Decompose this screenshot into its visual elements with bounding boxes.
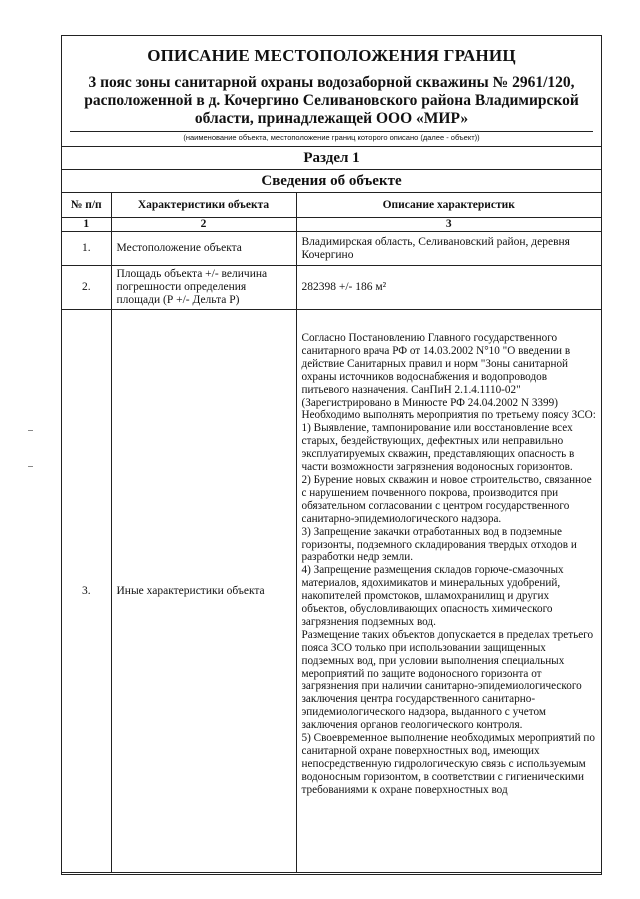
table-row — [62, 232, 601, 266]
row-description: 282398 +/- 186 м² — [296, 266, 601, 310]
column-header-characteristic: Характеристики объекта — [111, 193, 296, 218]
subject-caption: (наименование объекта, местоположение границ которого описано (далее - объект)) — [183, 133, 480, 142]
description-paragraph: 1) Выявление, тампонирование или восстановление всех старых, бездействующих, дефектных или неправильно эксплуатируемых скважин, представляющих опасность в части возможности загрязнения водоносных горизонтов. — [301, 422, 575, 474]
column-index-row — [62, 218, 601, 232]
description-paragraph: 5) Своевременное выполнение необходимых мероприятий по санитарной охране поверхностных вод, имеющих непосредственную гидрологическую связь с используемым водоносным горизонтом, в соответствии с гигиеническими требованиями к охране поверхностных вод — [301, 732, 595, 796]
section-subtitle-row — [62, 170, 601, 193]
description-paragraph: Необходимо выполнять мероприятия по третьему поясу ЗСО: — [301, 409, 596, 422]
description-paragraph: 4) Запрещение размещения складов горюче-смазочных материалов, ядохимикатов и минеральных удобрений, накопителей промстоков, шламохранилищ и других объектов, обусловливающих опасность химического загрязнения подземных вод. — [301, 564, 564, 628]
document-header — [62, 36, 601, 146]
row-characteristic: Площадь объекта +/- величина погрешности определения площади (Р +/- Дельта Р) — [111, 266, 296, 310]
section-title-row — [62, 147, 601, 170]
row-description — [296, 310, 601, 873]
document-page — [61, 35, 602, 875]
column-header-row — [62, 193, 601, 218]
row-characteristic: Местоположение объекта — [111, 232, 296, 266]
object-info-table — [62, 146, 601, 873]
section-subtitle: Сведения об объекте — [62, 170, 601, 193]
description-paragraph: Размещение таких объектов допускается в пределах третьего пояса ЗСО только при использовании защищенных подземных вод, при условии выполнения специальных мероприятий по защите водоносного горизонта от загрязнения при наличии санитарно-эпидемиологического заключения центра государственного санитарно-эпидемиологического надзора, выданного с учетом заключения органов геологического контроля. — [301, 628, 594, 732]
description-paragraph: 2) Бурение новых скважин и новое строительство, связанное с нарушением почвенного покрова, производится при обязательном согласовании с центром государственного санитарно-эпидемиологического надзора. — [301, 473, 592, 525]
column-header-num: № п/п — [62, 193, 111, 218]
document-title: ОПИСАНИЕ МЕСТОПОЛОЖЕНИЯ ГРАНИЦ — [147, 46, 516, 65]
column-index: 3 — [296, 218, 601, 232]
margin-mark — [28, 430, 33, 431]
row-characteristic: Иные характеристики объекта — [111, 310, 296, 873]
table-row — [62, 266, 601, 310]
table-row — [62, 310, 601, 873]
margin-mark — [28, 466, 33, 467]
document-subject — [68, 74, 595, 128]
column-index: 1 — [62, 218, 111, 232]
row-number: 1. — [62, 232, 111, 266]
description-paragraph: 3) Запрещение закачки отработанных вод в подземные горизонты, подземного складирования твердых отходов и разработки недр земли. — [301, 525, 577, 564]
subject-line: расположенной в д. Кочергино Селивановского района Владимирской — [84, 92, 579, 109]
section-title: Раздел 1 — [62, 147, 601, 170]
column-index: 2 — [111, 218, 296, 232]
row-number: 3. — [62, 310, 111, 873]
row-number: 2. — [62, 266, 111, 310]
subject-line: 3 пояс зоны санитарной охраны водозаборной скважины № 2961/120, — [88, 74, 575, 91]
row-description: Владимирская область, Селивановский район, деревня Кочергино — [296, 232, 601, 266]
description-paragraph: Согласно Постановлению Главного государственного санитарного врача РФ от 14.03.2002 N°10 "О введении в действие Санитарных правил и норм "Зоны санитарной охраны источников водоснабжения и водопроводов питьевого назначения. СанПиН 2.1.4.1110-02" (Зарегистрировано в Минюсте РФ 24.04.2002 N 3399) — [301, 332, 571, 409]
subject-line: области, принадлежащей ООО «МИР» — [194, 110, 469, 127]
column-header-description: Описание характеристик — [296, 193, 601, 218]
